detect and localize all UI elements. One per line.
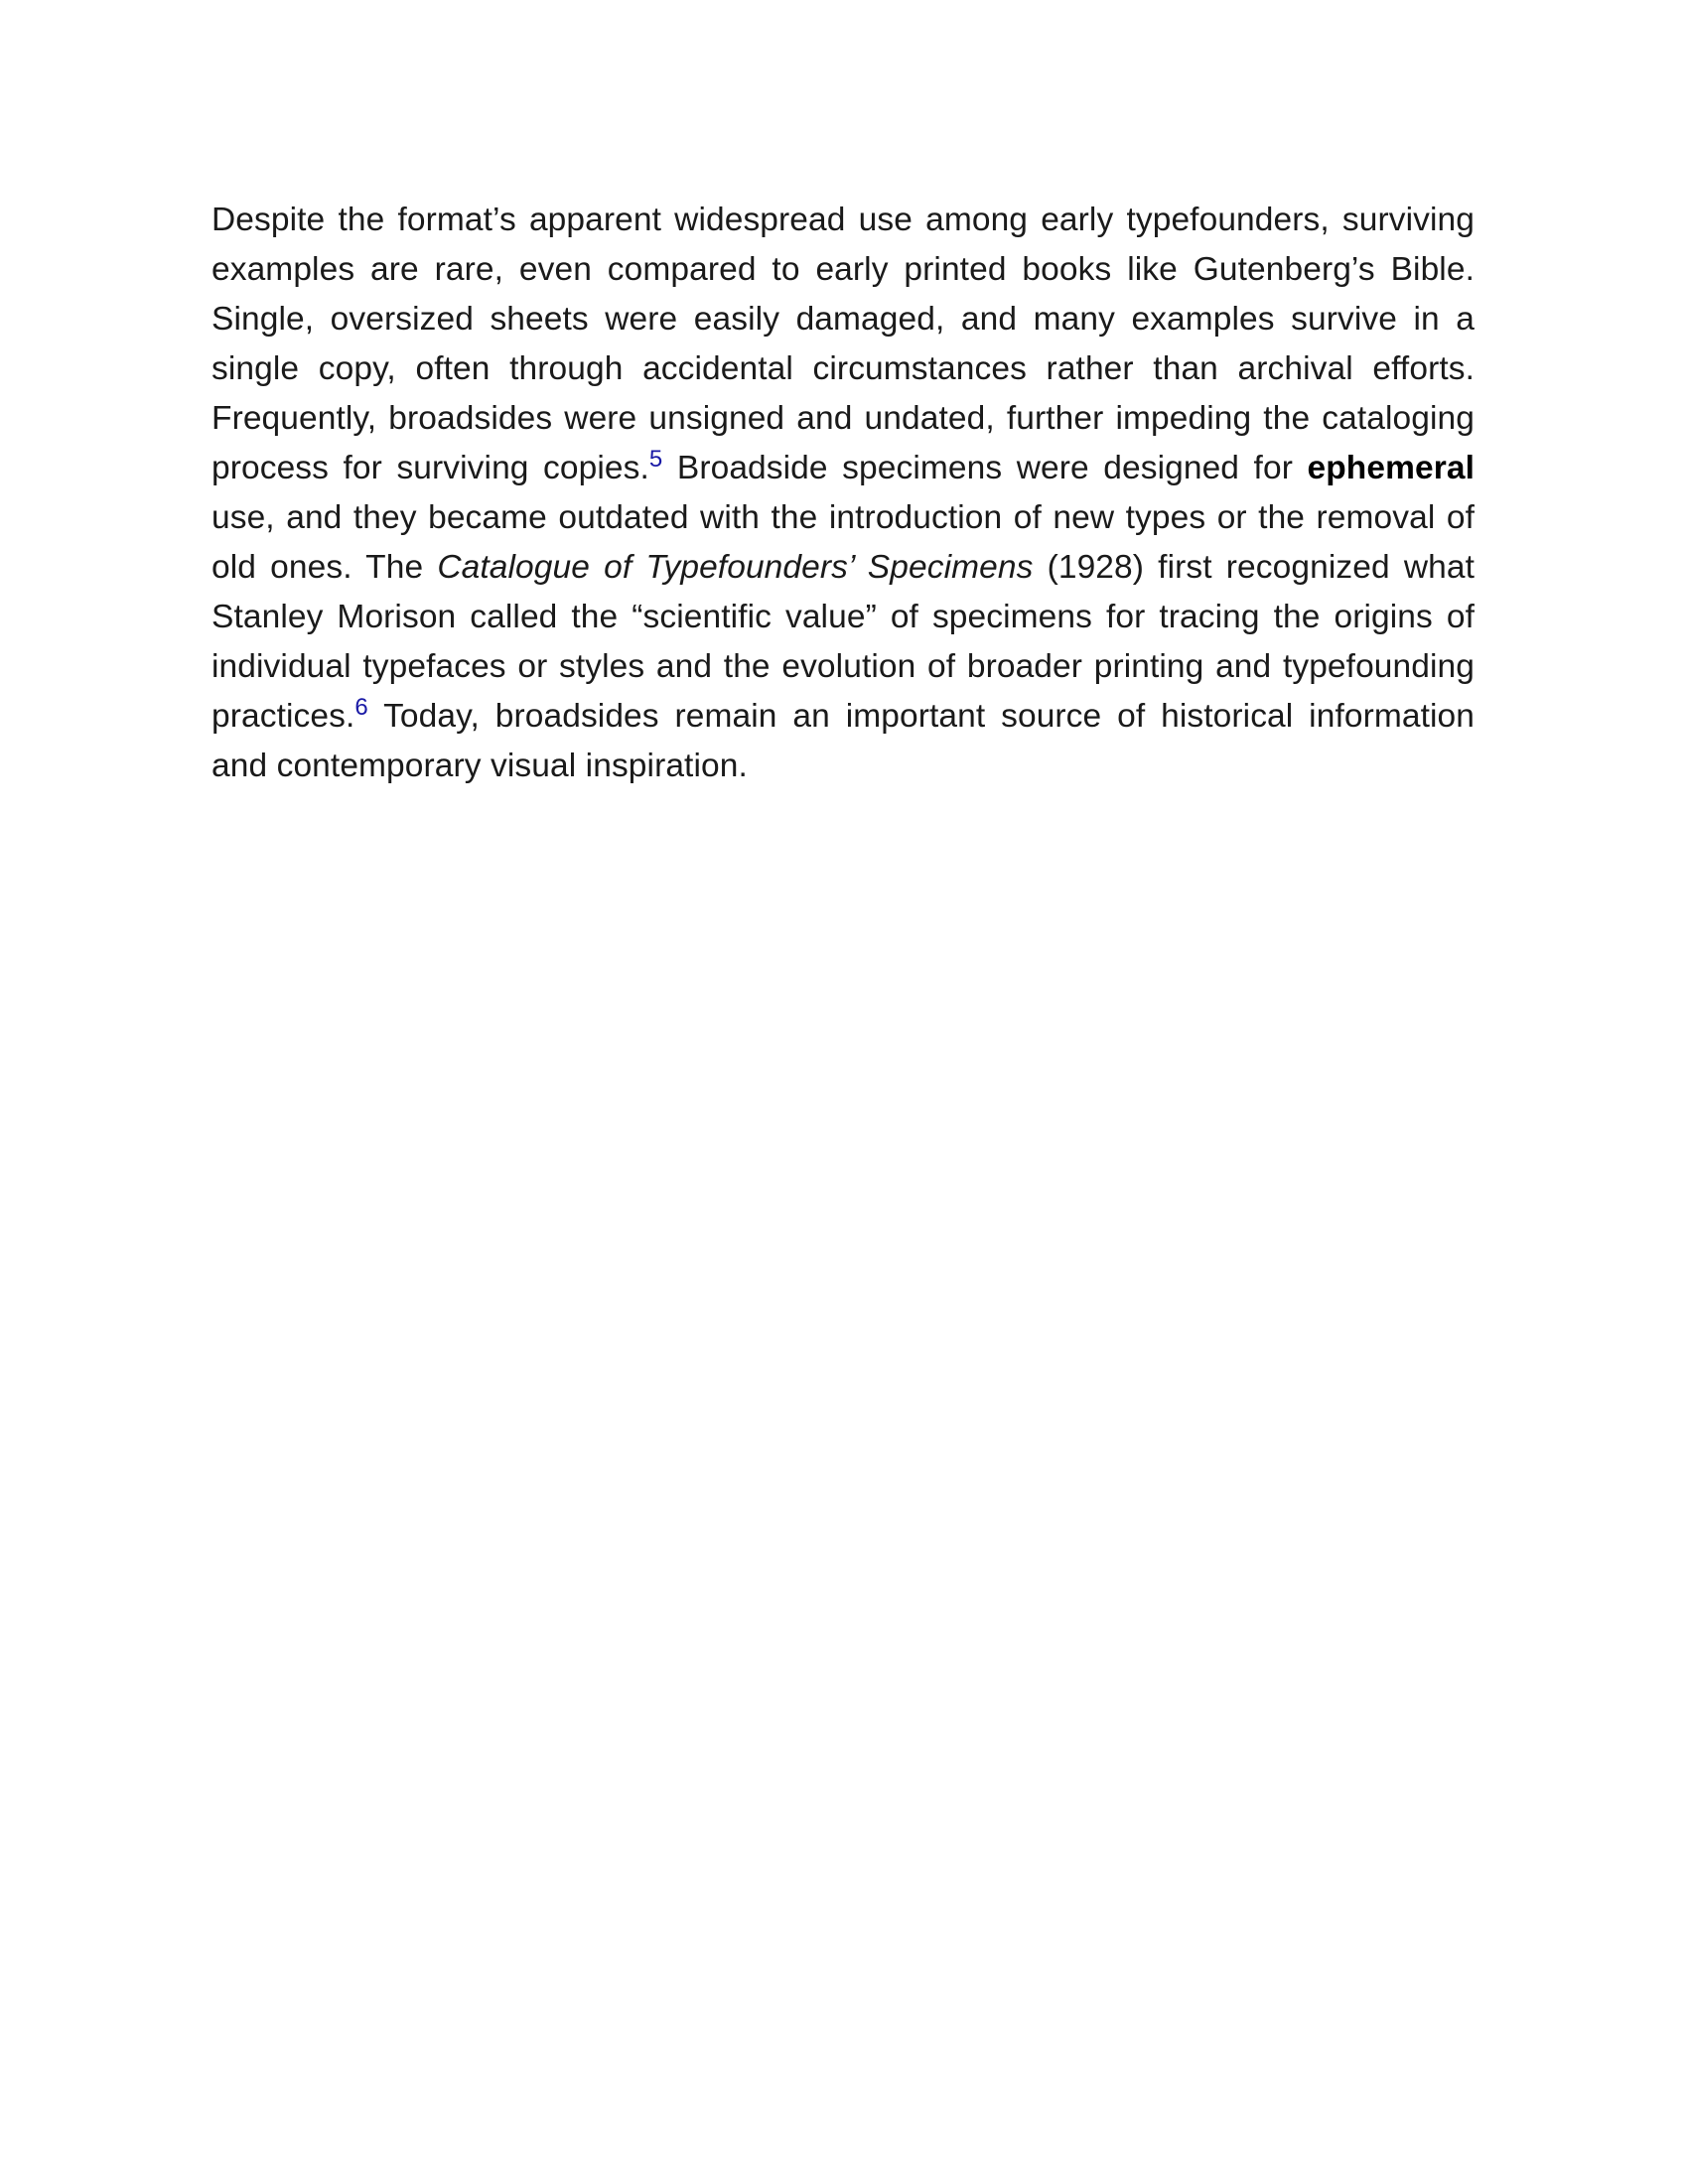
bold-term-ephemeral: ephemeral [1307,450,1475,486]
sentence-today: Today, broadsides remain an important source of historical information and contemporary visual inspiration. [211,698,1475,784]
sentence-broadside-specimens: Broadside specimens were designed for [676,450,1293,486]
sentence-morison: (1928) first recognized what Stanley Morison called the “scientific value” of specimens for tracing the origins of individual typefaces or styles and the evolution of broader printing and typefounding practices. [211,549,1475,735]
footnote-link-5[interactable]: 5 [648,445,663,473]
italic-catalogue-title: Catalogue of Typefounders’ Specimens [437,549,1034,586]
footnote-link-6[interactable]: 6 [354,693,368,721]
body-paragraph [211,196,1475,791]
sentence-surviving-examples: Despite the format’s apparent widespread use among early typefounders, surviving examples are rare, even compared to early printed books like Gutenberg’s Bible. Single, oversized sheets were easily damaged, and many examples survive in a single copy, often through accidental circumstances rather than archival efforts. Frequently, broadsides were unsigned and undated, further impeding the cataloging process for surviving copies. [211,202,1475,486]
sentence-outdated: use, and they became outdated with the introduction of new types or the removal of old ones. The [211,499,1475,586]
